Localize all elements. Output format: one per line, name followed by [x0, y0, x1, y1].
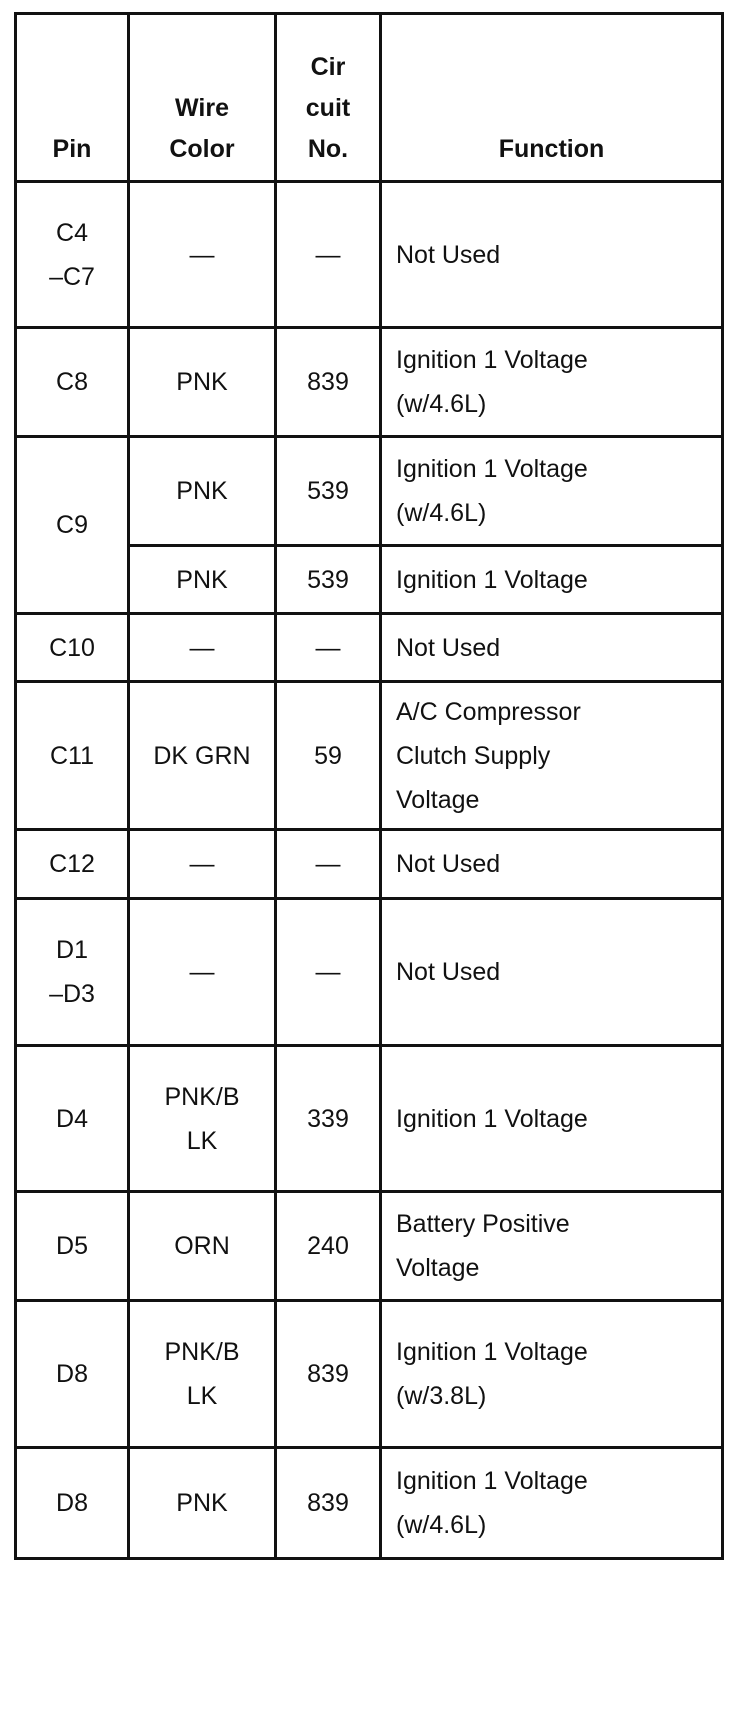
- function-cell: Ignition 1 Voltage: [381, 546, 723, 614]
- table-row: [16, 182, 723, 328]
- table-row: [16, 682, 723, 830]
- pin-cell: D8: [16, 1301, 129, 1448]
- wire-color-cell: PNK/B LK: [129, 1301, 276, 1448]
- header-circuit-no: Cir cuit No.: [276, 14, 381, 182]
- circuit-cell: —: [276, 614, 381, 682]
- circuit-cell: 240: [276, 1192, 381, 1301]
- table-row: [16, 1046, 723, 1192]
- pin-table: [14, 12, 724, 1560]
- pin-cell: C8: [16, 328, 129, 437]
- pin-cell: C10: [16, 614, 129, 682]
- circuit-cell: —: [276, 899, 381, 1046]
- table-row: [16, 437, 723, 546]
- pin-cell: C9: [16, 437, 129, 614]
- wire-color-cell: PNK: [129, 328, 276, 437]
- circuit-cell: 339: [276, 1046, 381, 1192]
- wire-color-cell: PNK: [129, 1448, 276, 1559]
- pin-cell: D8: [16, 1448, 129, 1559]
- wire-color-cell: —: [129, 899, 276, 1046]
- function-cell: Not Used: [381, 899, 723, 1046]
- table-row: [16, 899, 723, 1046]
- function-cell: Ignition 1 Voltage (w/4.6L): [381, 437, 723, 546]
- circuit-cell: —: [276, 830, 381, 899]
- circuit-cell: —: [276, 182, 381, 328]
- circuit-cell: 839: [276, 1448, 381, 1559]
- table-row: [16, 1301, 723, 1448]
- header-pin: Pin: [16, 14, 129, 182]
- header-row: [16, 14, 723, 182]
- pin-cell: C12: [16, 830, 129, 899]
- function-cell: Ignition 1 Voltage (w/3.8L): [381, 1301, 723, 1448]
- circuit-cell: 59: [276, 682, 381, 830]
- function-cell: Ignition 1 Voltage (w/4.6L): [381, 1448, 723, 1559]
- function-cell: Ignition 1 Voltage (w/4.6L): [381, 328, 723, 437]
- circuit-cell: 539: [276, 546, 381, 614]
- table-row: [16, 614, 723, 682]
- wire-color-cell: PNK/B LK: [129, 1046, 276, 1192]
- pin-cell: D5: [16, 1192, 129, 1301]
- function-cell: Battery Positive Voltage: [381, 1192, 723, 1301]
- header-wire-color: Wire Color: [129, 14, 276, 182]
- pin-cell: D4: [16, 1046, 129, 1192]
- pin-cell: D1 –D3: [16, 899, 129, 1046]
- wire-color-cell: —: [129, 182, 276, 328]
- wire-color-cell: PNK: [129, 546, 276, 614]
- table-row: [16, 1192, 723, 1301]
- table-row: [16, 1448, 723, 1559]
- function-cell: Not Used: [381, 614, 723, 682]
- header-function: Function: [381, 14, 723, 182]
- wire-color-cell: PNK: [129, 437, 276, 546]
- function-cell: Ignition 1 Voltage: [381, 1046, 723, 1192]
- circuit-cell: 539: [276, 437, 381, 546]
- function-cell: Not Used: [381, 830, 723, 899]
- function-cell: Not Used: [381, 182, 723, 328]
- wire-color-cell: ORN: [129, 1192, 276, 1301]
- wire-color-cell: DK GRN: [129, 682, 276, 830]
- circuit-cell: 839: [276, 1301, 381, 1448]
- pin-cell: C11: [16, 682, 129, 830]
- circuit-cell: 839: [276, 328, 381, 437]
- function-cell: A/C Compressor Clutch Supply Voltage: [381, 682, 723, 830]
- table-row: [16, 830, 723, 899]
- pin-cell: C4 –C7: [16, 182, 129, 328]
- table-row: [16, 328, 723, 437]
- wire-color-cell: —: [129, 830, 276, 899]
- wire-color-cell: —: [129, 614, 276, 682]
